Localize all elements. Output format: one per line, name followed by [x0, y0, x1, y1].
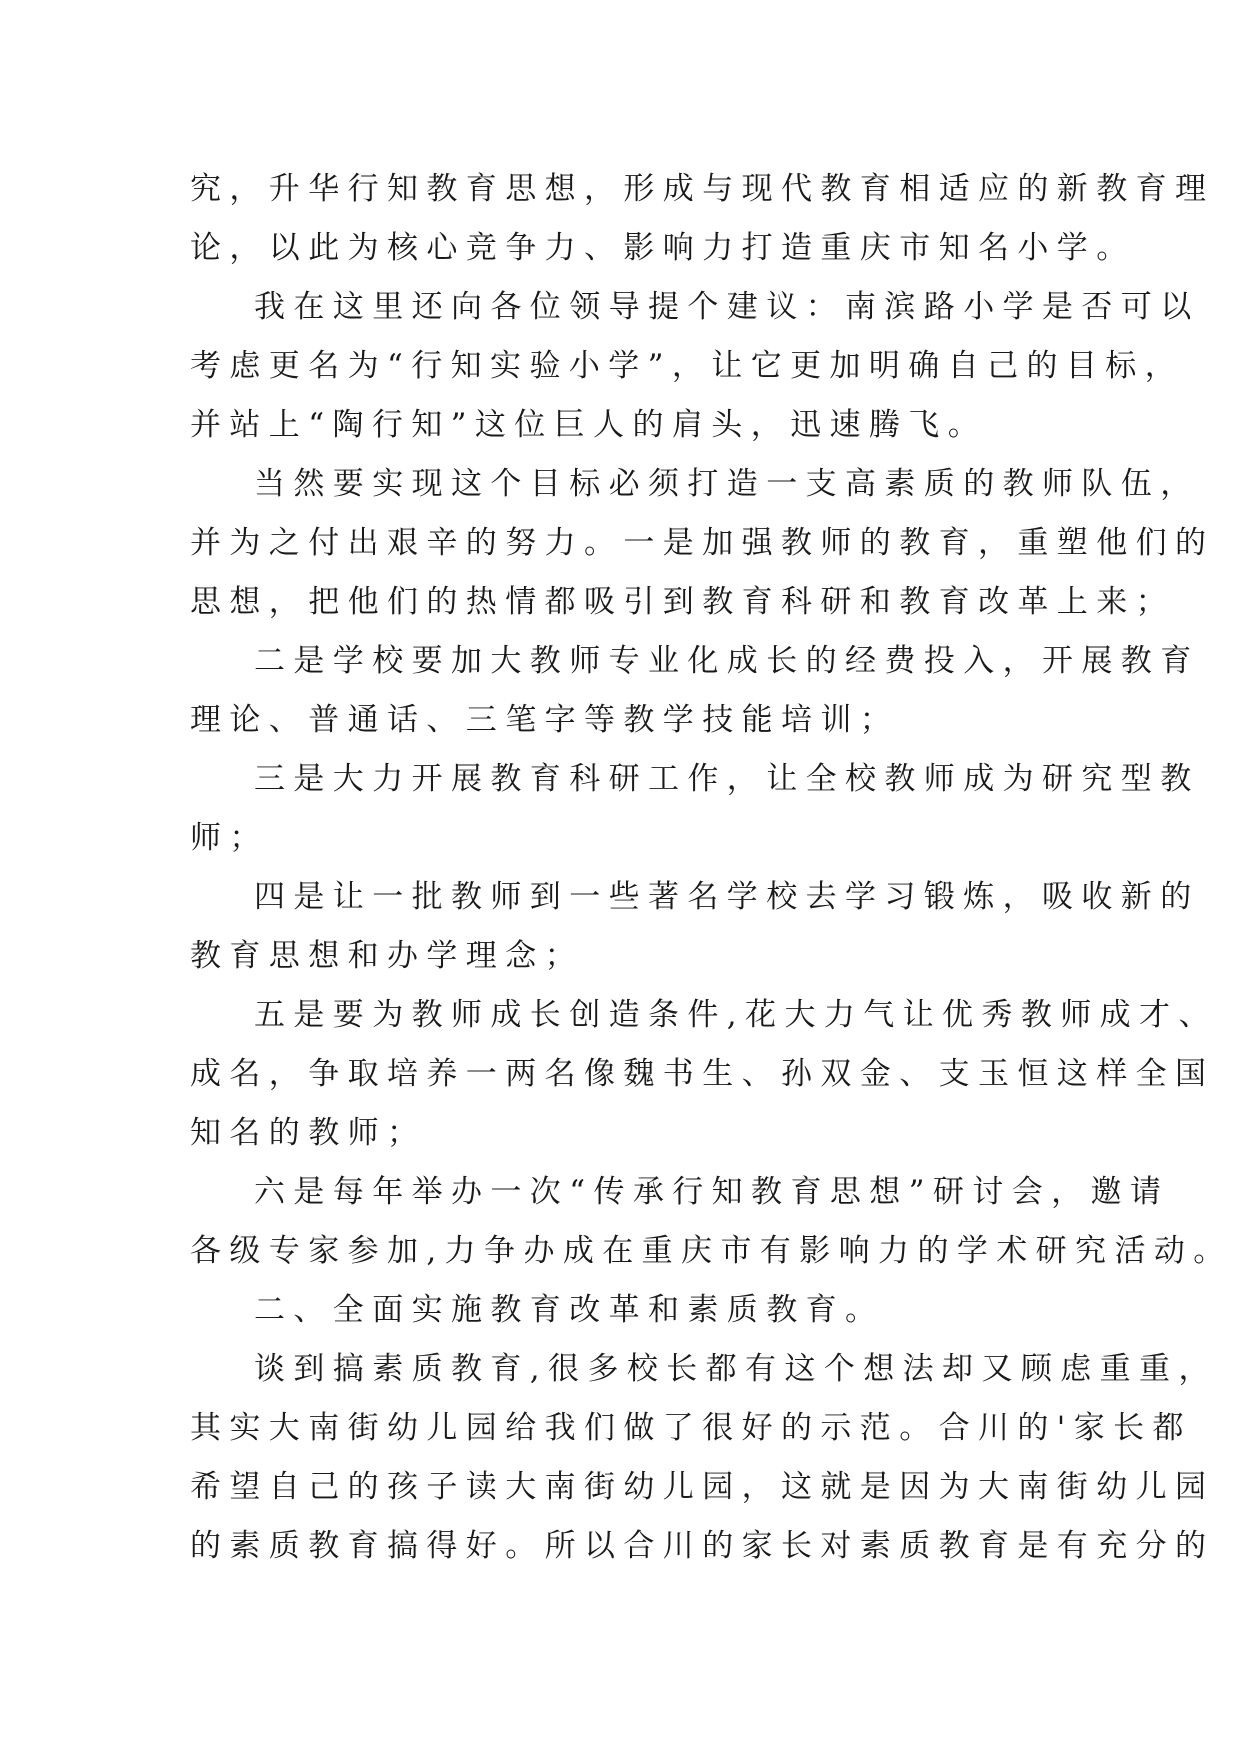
text-line: 师；	[190, 820, 269, 856]
text-line: 我在这里还向各位领导提个建议：南滨路小学是否可以	[254, 289, 1200, 325]
text-line: 考虑更名为“行知实验小学”，让它更加明确自己的目标，	[190, 348, 1185, 384]
text-line: 三是大力开展教育科研工作，让全校教师成为研究型教	[254, 761, 1200, 797]
text-line: 其实大南街幼儿园给我们做了很好的示范。合川的'家长都	[190, 1410, 1192, 1446]
text-line: 论，以此为核心竞争力、影响力打造重庆市知名小学。	[190, 230, 1136, 266]
text-line: 各级专家参加,力争办成在重庆市有影响力的学术研究活动。	[190, 1233, 1233, 1269]
document-body	[190, 160, 1233, 1576]
text-line: 思想，把他们的热情都吸引到教育科研和教育改革上来；	[190, 584, 1175, 620]
text-line: 并站上“陶行知”这位巨人的肩头，迅速腾飞。	[190, 407, 988, 443]
text-line: 理论、普通话、三笔字等教学技能培训；	[190, 702, 900, 738]
text-line: 当然要实现这个目标必须打造一支高素质的教师队伍，	[254, 466, 1200, 502]
text-line: 究，升华行知教育思想，形成与现代教育相适应的新教育理	[190, 171, 1215, 207]
text-line: 教育思想和办学理念；	[190, 938, 584, 974]
text-line: 谈到搞素质教育,很多校长都有这个想法却又顾虑重重，	[254, 1351, 1218, 1387]
text-line: 希望自己的孩子读大南街幼儿园，这就是因为大南街幼儿园	[190, 1469, 1215, 1505]
text-line: 的素质教育搞得好。所以合川的家长对素质教育是有充分的	[190, 1528, 1215, 1564]
text-line: 知名的教师；	[190, 1115, 427, 1151]
text-line: 五是要为教师成长创造条件,花大力气让优秀教师成才、	[254, 997, 1218, 1033]
text-line: 六是每年举办一次“传承行知教育思想”研讨会，邀请	[254, 1174, 1170, 1210]
text-line: 二是学校要加大教师专业化成长的经费投入，开展教育	[254, 643, 1200, 679]
section-heading: 二、全面实施教育改革和素质教育。	[254, 1292, 885, 1328]
text-line: 四是让一批教师到一些著名学校去学习锻炼，吸收新的	[254, 879, 1200, 915]
text-line: 成名，争取培养一两名像魏书生、孙双金、支玉恒这样全国	[190, 1056, 1215, 1092]
text-line: 并为之付出艰辛的努力。一是加强教师的教育，重塑他们的	[190, 525, 1215, 561]
